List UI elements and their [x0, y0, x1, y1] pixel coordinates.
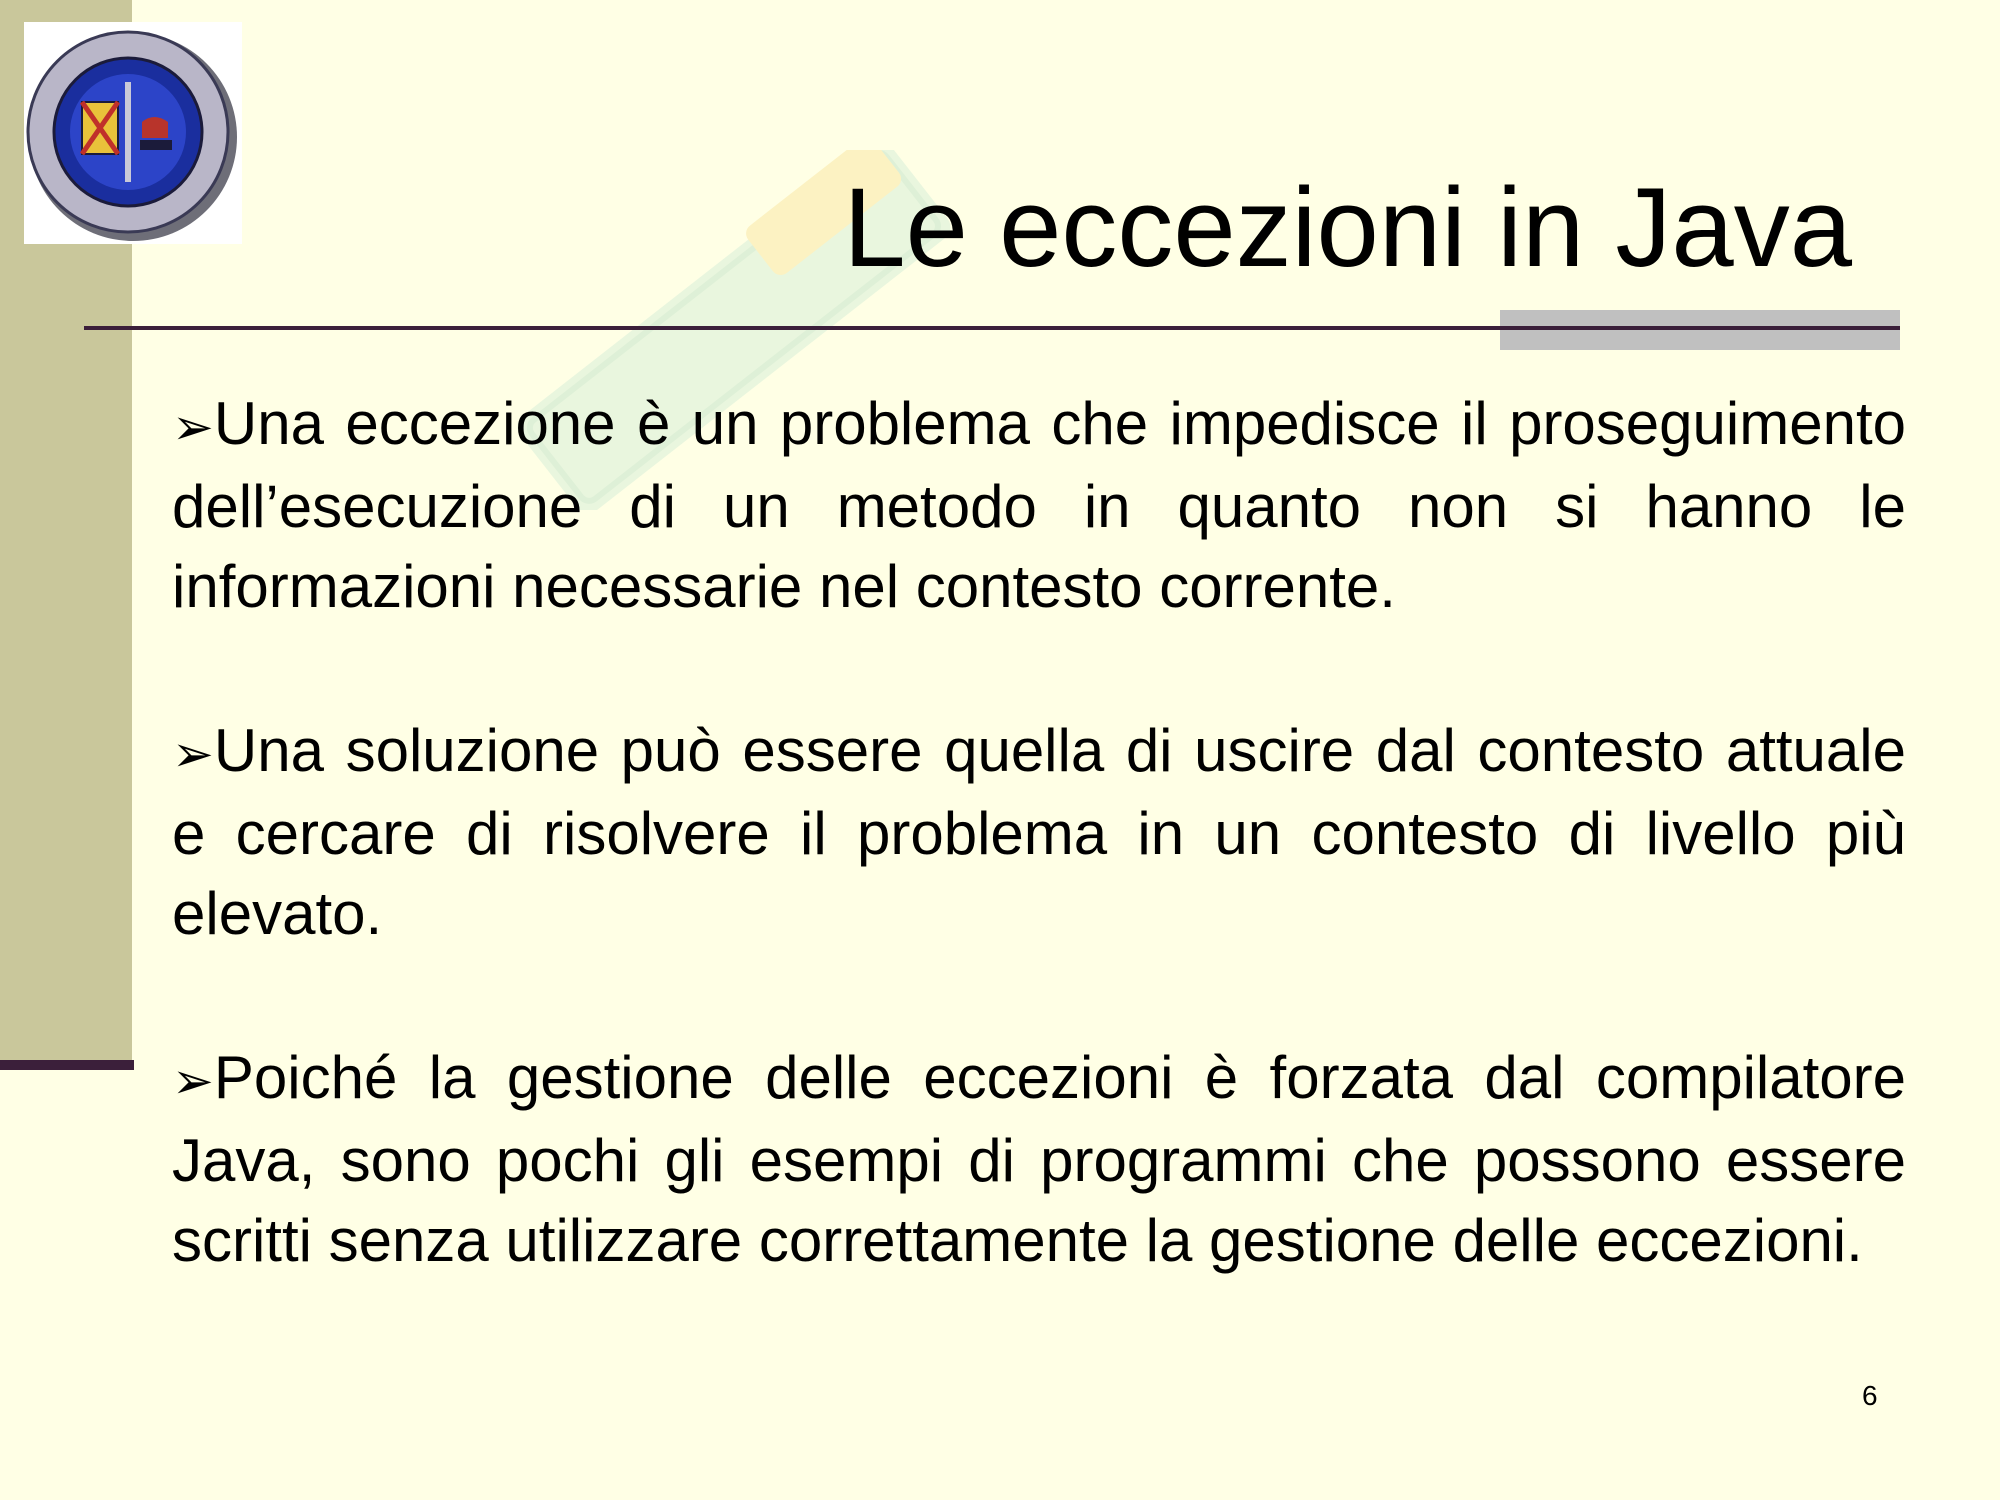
left-bar-underline	[0, 1060, 134, 1070]
bullet-item	[172, 711, 1906, 954]
bullet-list	[172, 384, 1906, 1365]
bullet-item	[172, 384, 1906, 627]
slide-title: Le eccezioni in Java	[843, 165, 1852, 290]
bullet-text: Una soluzione può essere quella di uscire dal contesto attuale e cercare di risolvere il problema in un contesto di livello più elevato.	[172, 717, 1906, 947]
university-seal-icon	[24, 22, 242, 244]
title-accent-block	[1500, 310, 1900, 350]
title-accent-line	[1500, 326, 1900, 330]
bullet-item	[172, 1038, 1906, 1281]
university-logo	[24, 22, 242, 244]
bullet-text: Poiché la gestione delle eccezioni è forzata dal compilatore Java, sono pochi gli esempi di programmi che possono essere scritti senza utilizzare correttamente la gestione delle eccezioni.	[172, 1044, 1906, 1274]
bullet-arrow-icon: ➢	[172, 398, 214, 456]
bullet-arrow-icon: ➢	[172, 1052, 214, 1110]
bullet-arrow-icon: ➢	[172, 725, 214, 783]
bullet-text: Una eccezione è un problema che impedisce il proseguimento dell’esecuzione di un metodo in quanto non si hanno le informazioni necessarie nel contesto corrente.	[172, 390, 1906, 620]
page-number: 6	[1862, 1380, 1878, 1411]
